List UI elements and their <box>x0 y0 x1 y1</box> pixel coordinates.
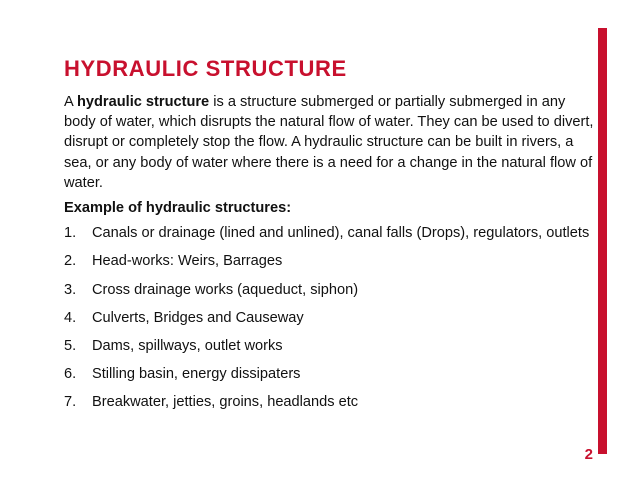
intro-prefix: A <box>64 94 77 110</box>
list-item-number: 1. <box>64 225 77 242</box>
slide-title: HYDRAULIC STRUCTURE <box>64 56 347 81</box>
list-item-text: Breakwater, jetties, groins, headlands etc <box>92 394 359 411</box>
list-item-text: Canals or drainage (lined and unlined), canal falls (Drops), regulators, outlets <box>92 225 590 242</box>
list-item-text: Dams, spillways, outlet works <box>92 338 283 355</box>
intro-term: hydraulic structure <box>76 94 210 110</box>
example-heading: Example of hydraulic structures: <box>64 200 292 217</box>
list-item <box>64 364 594 384</box>
list-item-number: 2. <box>64 253 77 270</box>
list-item-text: Culverts, Bridges and Causeway <box>92 309 304 326</box>
list-item-number: 3. <box>64 281 77 298</box>
list-item-number: 4. <box>64 309 77 326</box>
list-item <box>64 251 594 271</box>
list-item <box>64 223 594 243</box>
list-item-number: 5. <box>64 338 77 355</box>
list-item <box>64 308 594 328</box>
slide-content <box>64 92 594 421</box>
list-item-text: Cross drainage works (aqueduct, siphon) <box>92 281 359 298</box>
list-item <box>64 280 594 300</box>
list-item <box>64 336 594 356</box>
list-item-text: Head-works: Weirs, Barrages <box>92 253 283 270</box>
accent-bar <box>598 28 607 454</box>
intro-paragraph <box>64 92 594 193</box>
intro-rest: is a structure submerged or partially submerged in any body of water, which disrupts the natural flow of water. They can be used to divert, disrupt or completely stop the flow. A hydraulic structure can be built in rivers, a sea, or any body of water where there is a need for a change in the natural flow of water. <box>64 94 594 191</box>
list-item-number: 7. <box>64 394 77 411</box>
page-number: 2 <box>584 446 593 463</box>
list-item-number: 6. <box>64 366 77 383</box>
examples-list <box>64 223 594 412</box>
list-item <box>64 392 594 412</box>
list-item-text: Stilling basin, energy dissipaters <box>92 366 301 383</box>
